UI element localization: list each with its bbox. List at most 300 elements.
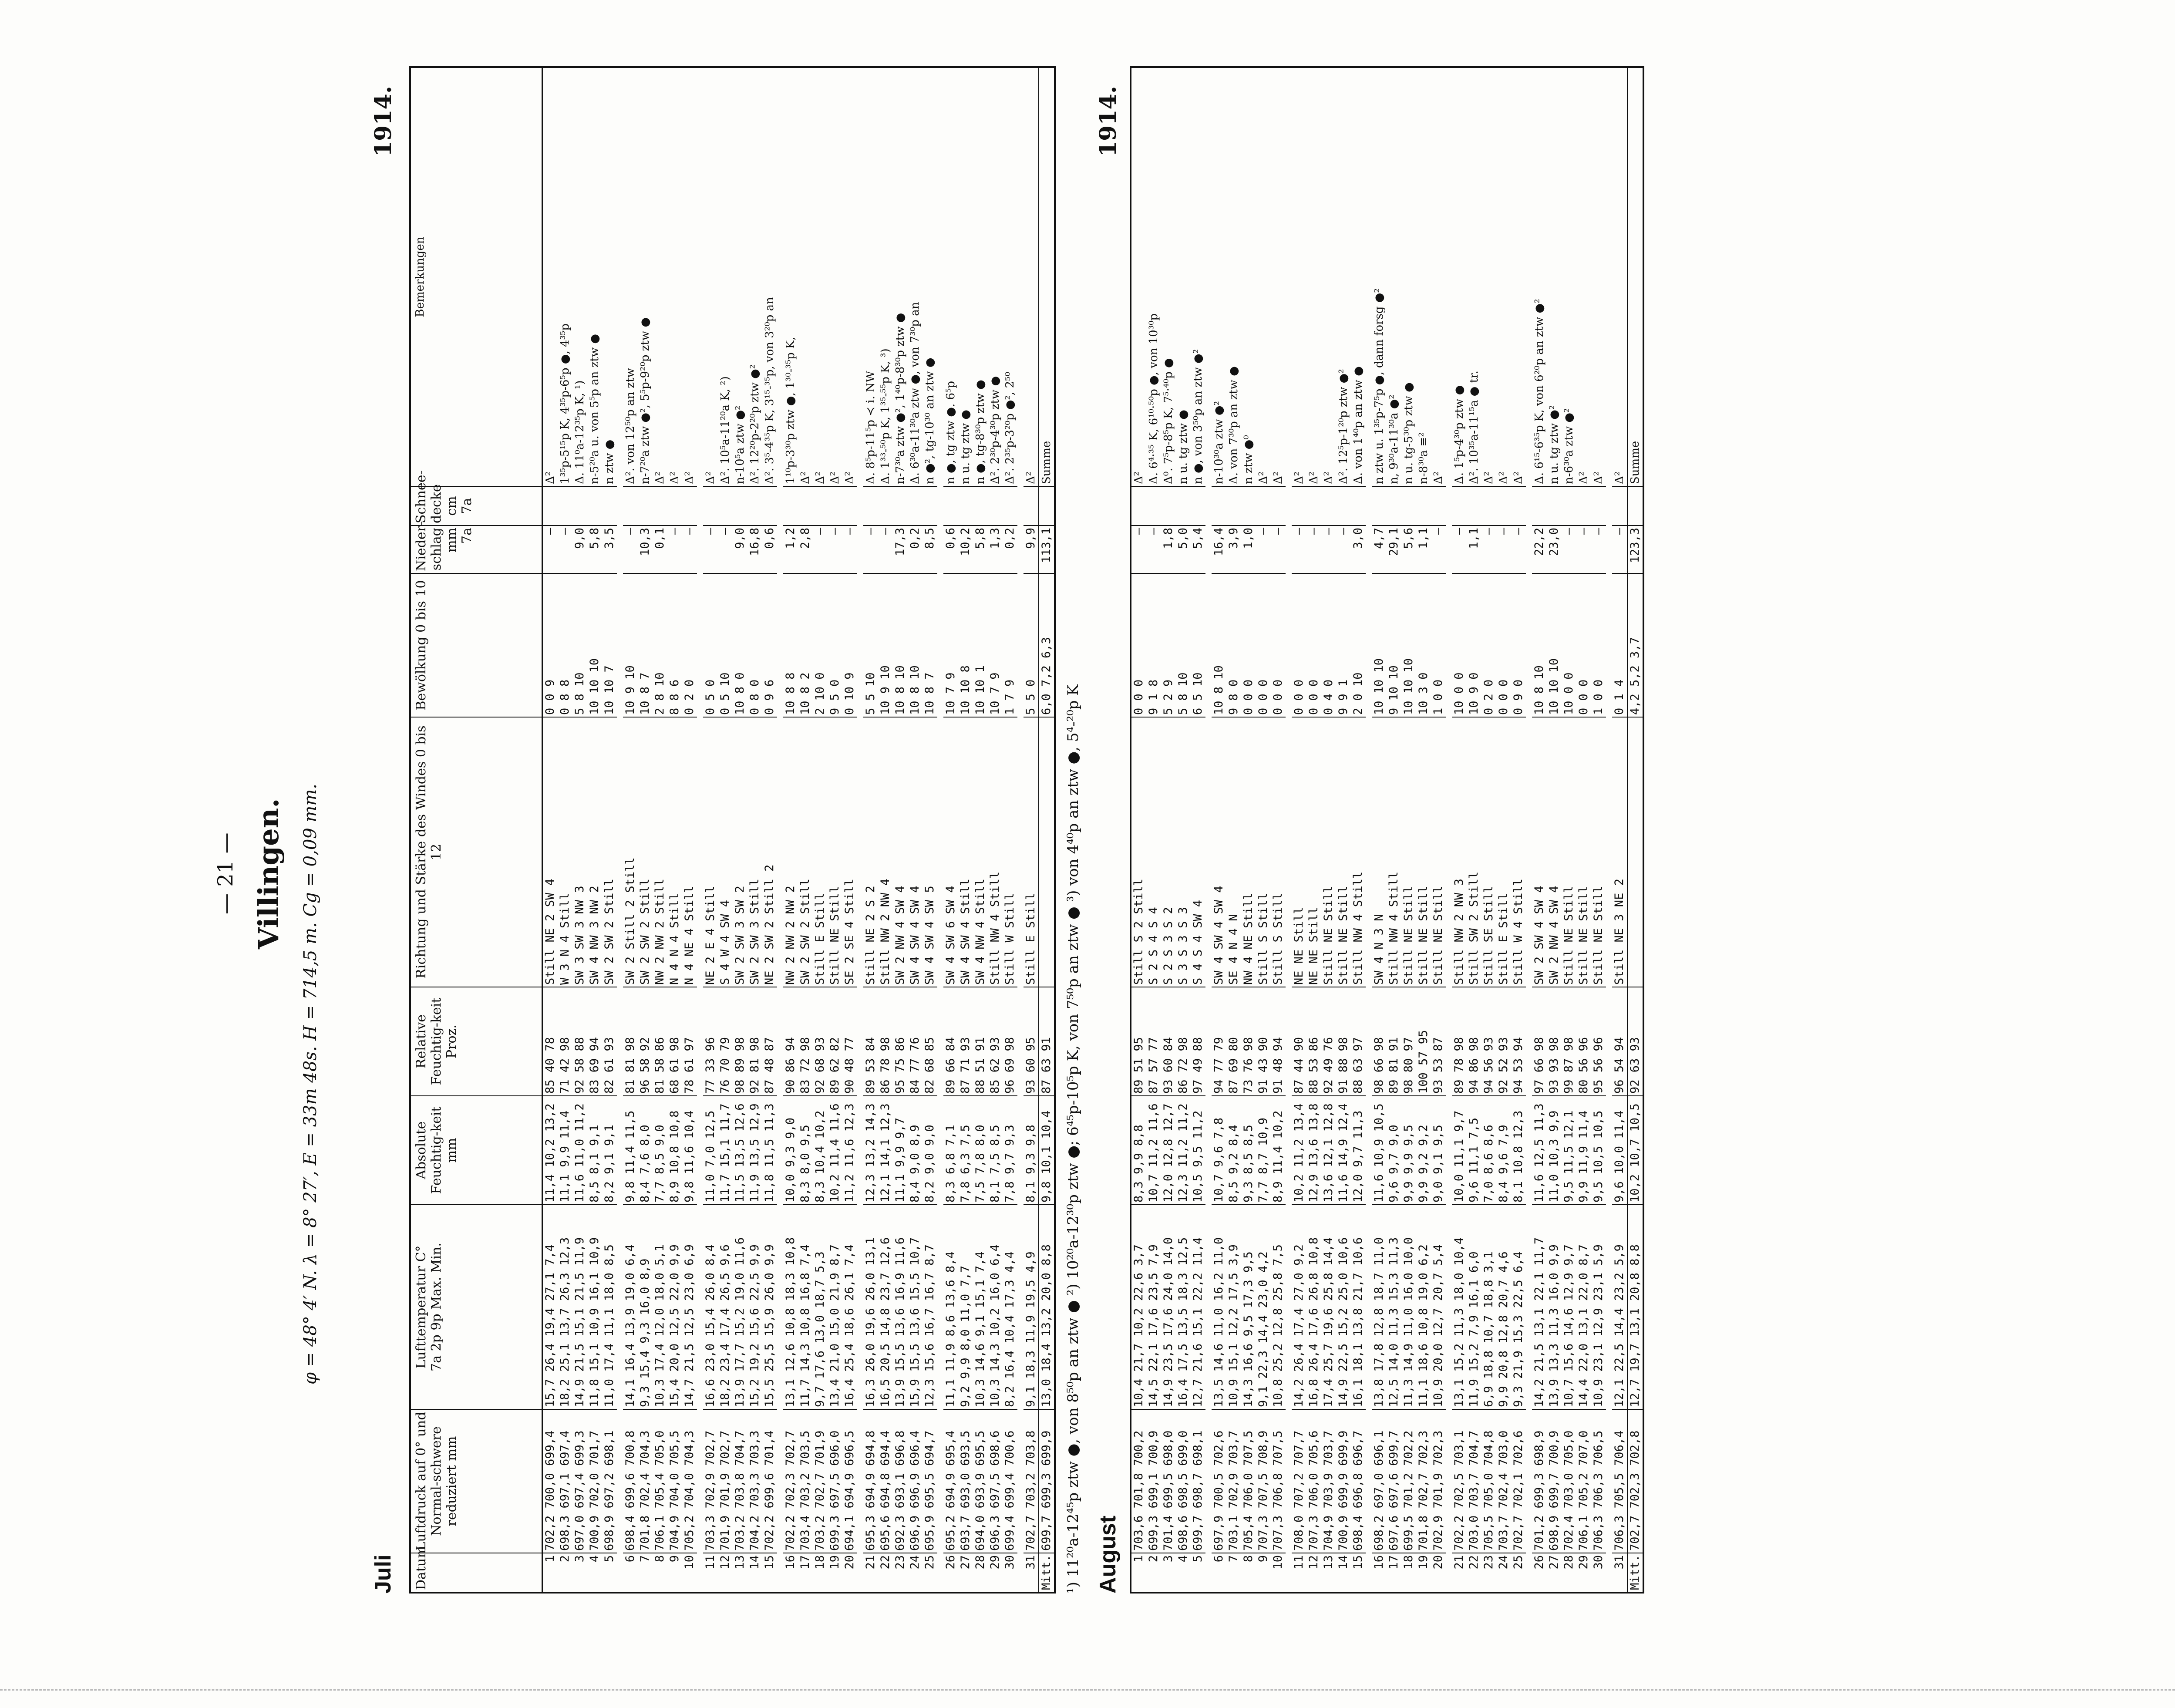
- cell-a: 8,4 9,6 7,9: [1496, 1095, 1511, 1204]
- cell-rem: Δ. 11⁰a-12³⁵p K, ¹): [573, 380, 586, 484]
- cell-b: 10 10 10: [1401, 573, 1416, 717]
- cell-r: 100 57 95: [1416, 987, 1431, 1095]
- cell-n: 8,5: [923, 525, 937, 573]
- cell-w: Still NE Still: [1576, 717, 1591, 987]
- cell-b: 6,0 7,2 6,3: [1039, 573, 1054, 717]
- cell-b: 10 9 10: [623, 573, 638, 717]
- cell-n: —: [718, 525, 733, 573]
- weather-table-august: [1130, 66, 1644, 1593]
- cell-p: 699,4 699,4 700,6: [1003, 1409, 1017, 1553]
- cell-d: 4: [587, 1553, 602, 1592]
- cell-rem: 1¹⁰p-3³⁰p ztw ●, 1³⁰-³⁵p K,: [784, 337, 797, 484]
- table-row: [1481, 68, 1496, 1592]
- cell-t: 14,4 22,0 13,1 22,0 8,7: [1576, 1204, 1591, 1409]
- cell-n: —: [558, 525, 572, 573]
- cell-t: 10,9 20,0 12,7 20,7 5,4: [1431, 1204, 1446, 1409]
- table-row: [1576, 68, 1591, 1592]
- cell-r: 89 51 95: [1131, 987, 1146, 1095]
- cell-t: 12,3 15,6 16,7 16,7 8,7: [923, 1204, 937, 1409]
- cell-a: 11,5 13,5 12,6: [733, 1095, 747, 1204]
- cell-n: —: [1612, 525, 1627, 573]
- cell-n: 3,0: [1351, 525, 1366, 573]
- cell-d: 14: [747, 1553, 762, 1592]
- table-row: [1306, 68, 1321, 1592]
- cell-n: —: [1481, 525, 1496, 573]
- cell-d: 3: [572, 1553, 587, 1592]
- cell-r: 89 81 91: [1387, 987, 1401, 1095]
- bottom-edge-line: [0, 1689, 2175, 1691]
- cell-s: [1146, 486, 1161, 525]
- cell-rem: Δ²: [1512, 471, 1525, 484]
- cell-p: 705,2 704,0 704,3: [682, 1409, 697, 1553]
- cell-d: Mitt.: [1628, 1553, 1643, 1592]
- cell-b: 0 0 0: [1271, 573, 1286, 717]
- cell-n: 10,2: [958, 525, 973, 573]
- cell-r: 73 76 98: [1241, 987, 1256, 1095]
- cell-p: 707,3 706,8 707,5: [1271, 1409, 1286, 1553]
- cell-b: 0 8 0: [747, 573, 762, 717]
- cell-d: 19: [1416, 1553, 1431, 1592]
- cell-n: 0,1: [653, 525, 667, 573]
- cell-t: 14,2 26,4 17,4 27,0 9,2: [1292, 1204, 1306, 1409]
- cell-t: 14,5 22,1 17,6 23,5 7,9: [1146, 1204, 1161, 1409]
- cell-d: 9: [1256, 1553, 1271, 1592]
- table-row: [973, 68, 988, 1592]
- cell-p: 702,7 702,3 702,8: [1628, 1409, 1643, 1553]
- table-row: [1321, 68, 1336, 1592]
- cell-w: Still NE Still: [1431, 717, 1446, 987]
- cell-t: 9,3 15,4 9,3 16,0 8,9: [638, 1204, 653, 1409]
- cell-d: 21: [863, 1553, 878, 1592]
- cell-r: 93 60 84: [1161, 987, 1176, 1095]
- cell-p: 705,4 706,0 707,5: [1241, 1409, 1256, 1553]
- cell-a: 7,7 8,7 10,9: [1256, 1095, 1271, 1204]
- cell-n: —: [1562, 525, 1576, 573]
- cell-a: 11,4 10,2 13,2: [543, 1095, 558, 1204]
- cell-s: [1511, 486, 1526, 525]
- cell-a: 7,0 8,6 8,6: [1481, 1095, 1496, 1204]
- cell-t: 10,4 21,7 10,2 22,6 3,7: [1131, 1204, 1146, 1409]
- cell-t: 14,1 16,4 13,9 19,0 6,4: [623, 1204, 638, 1409]
- cell-b: 9 1 8: [1146, 573, 1161, 717]
- col-temp: [411, 1204, 542, 1409]
- cell-r: 92 68 93: [813, 987, 828, 1095]
- row-gap: [1366, 68, 1372, 1592]
- cell-s: [1271, 486, 1286, 525]
- cell-r: 99 87 98: [1562, 987, 1576, 1095]
- cell-rem: Δ²: [1497, 471, 1510, 484]
- row-gap: [1286, 68, 1292, 1592]
- table-row: [1467, 68, 1481, 1592]
- cell-s: [923, 486, 937, 525]
- cell-t: 13,9 17,7 15,2 19,0 11,6: [733, 1204, 747, 1409]
- cell-d: 6: [1212, 1553, 1226, 1592]
- cell-r: 71 42 98: [558, 987, 572, 1095]
- table-row: [908, 68, 923, 1592]
- cell-rem: Δ²: [683, 471, 696, 484]
- july-rows: [543, 68, 1054, 1592]
- cell-w: NE 2 SW 2 Still 2: [762, 717, 777, 987]
- cell-w: N 4 NE 4 Still: [682, 717, 697, 987]
- col-snow: Schnee-decke cm 7a: [411, 486, 542, 525]
- cell-n: —: [1336, 525, 1351, 573]
- cell-rem: Δ. 6⁴·³⁵ K, 6¹⁰·⁵⁰p ●, von 10³⁰p: [1147, 313, 1160, 484]
- cell-d: 23: [1481, 1553, 1496, 1592]
- cell-d: 26: [1532, 1553, 1547, 1592]
- cell-s: [1547, 486, 1562, 525]
- cell-n: 5,4: [1191, 525, 1205, 573]
- cell-p: 693,7 693,0 693,5: [958, 1409, 973, 1553]
- cell-a: 10,2 11,4 11,6: [828, 1095, 842, 1204]
- cell-r: 82 61 93: [602, 987, 617, 1095]
- cell-t: 12,7 19,7 13,1 20,8 8,8: [1628, 1204, 1643, 1409]
- cell-s: [653, 486, 667, 525]
- table-row: [667, 68, 682, 1592]
- cell-d: 7: [1226, 1553, 1241, 1592]
- cell-w: [1628, 717, 1643, 987]
- cell-r: 86 72 98: [1176, 987, 1191, 1095]
- table-row: [1131, 68, 1146, 1592]
- cell-s: [1387, 486, 1401, 525]
- cell-d: 4: [1176, 1553, 1191, 1592]
- table-row: [558, 68, 572, 1592]
- cell-p: 700,9 699,9 699,9: [1336, 1409, 1351, 1553]
- cell-n: —: [1306, 525, 1321, 573]
- cell-t: 12,5 14,0 11,3 15,3 11,3: [1387, 1204, 1401, 1409]
- table-row: [1612, 68, 1627, 1592]
- cell-w: SW 4 N 3 N: [1372, 717, 1387, 987]
- cell-rem: Δ². 12²⁰p-2²⁰p ztw ●²: [748, 364, 761, 484]
- cell-a: 11,0 10,3 9,9: [1547, 1095, 1562, 1204]
- cell-r: 98 89 98: [733, 987, 747, 1095]
- cell-s: [733, 486, 747, 525]
- cell-n: —: [703, 525, 718, 573]
- cell-r: 93 93 98: [1547, 987, 1562, 1095]
- table-row: [1431, 68, 1446, 1592]
- cell-t: 11,9 15,2 7,9 16,1 6,0: [1467, 1204, 1481, 1409]
- cell-b: 10 8 10: [1212, 573, 1226, 717]
- cell-d: 31: [1024, 1553, 1038, 1592]
- cell-n: 9,0: [572, 525, 587, 573]
- table-row: [842, 68, 857, 1592]
- table-row: [988, 68, 1003, 1592]
- cell-rem: Δ²: [843, 471, 856, 484]
- cell-d: 11: [1292, 1553, 1306, 1592]
- cell-s: [667, 486, 682, 525]
- cell-d: 1: [1131, 1553, 1146, 1592]
- cell-s: [828, 486, 842, 525]
- cell-w: Still NE Still: [1401, 717, 1416, 987]
- cell-s: [1336, 486, 1351, 525]
- cell-b: 9 10 10: [1387, 573, 1401, 717]
- cell-p: 707,3 706,0 705,6: [1306, 1409, 1321, 1553]
- cell-d: 28: [973, 1553, 988, 1592]
- cell-r: 89 53 84: [863, 987, 878, 1095]
- cell-n: 1,3: [988, 525, 1003, 573]
- table-row: [783, 68, 798, 1592]
- cell-b: 0 5 10: [718, 573, 733, 717]
- cell-a: 8,2 9,0 9,0: [923, 1095, 937, 1204]
- row-gap: [1017, 68, 1024, 1592]
- cell-w: SW 2 Still 2 Still: [623, 717, 638, 987]
- cell-d: 26: [943, 1553, 958, 1592]
- table-row: [1161, 68, 1176, 1592]
- cell-r: 90 48 77: [842, 987, 857, 1095]
- cell-t: 11,3 14,9 11,0 16,0 10,0: [1401, 1204, 1416, 1409]
- cell-r: 87 71 93: [958, 987, 973, 1095]
- cell-t: 15,7 26,4 19,4 27,1 7,4: [543, 1204, 558, 1409]
- cell-r: 78 61 97: [682, 987, 697, 1095]
- cell-a: 8,4 7,6 8,0: [638, 1095, 653, 1204]
- cell-t: 16,5 20,5 14,8 23,7 12,6: [878, 1204, 893, 1409]
- cell-p: 694,0 693,9 695,5: [973, 1409, 988, 1553]
- cell-s: [1161, 486, 1176, 525]
- august-rows: [1131, 68, 1643, 1592]
- cell-n: —: [1271, 525, 1286, 573]
- cell-t: 10,3 14,6 9,1 15,1 7,4: [973, 1204, 988, 1409]
- cell-d: 30: [1591, 1553, 1606, 1592]
- cell-r: 92 63 93: [1628, 987, 1643, 1095]
- table-row: [943, 68, 958, 1592]
- cell-w: Still SW 2 Still: [1467, 717, 1481, 987]
- cell-s: [1039, 486, 1054, 525]
- table-row: [1292, 68, 1306, 1592]
- cell-rem: Δ⁰. 7⁵p-8⁵p K, 7⁵·⁴⁰p ●: [1162, 358, 1175, 484]
- col-temp-sub: 7a 2p 9p Max. Min.: [429, 1243, 444, 1371]
- cell-p: 705,5 705,0 704,8: [1481, 1409, 1496, 1553]
- cell-n: —: [1292, 525, 1306, 573]
- cell-d: 8: [653, 1553, 667, 1592]
- cell-d: 19: [828, 1553, 842, 1592]
- cell-a: 8,5 8,1 9,1: [587, 1095, 602, 1204]
- cell-r: 92 49 76: [1321, 987, 1336, 1095]
- cell-b: 10 10 1: [973, 573, 988, 717]
- cell-w: SW 4 SW 4 SW 5: [923, 717, 937, 987]
- cell-r: 87 48 87: [762, 987, 777, 1095]
- cell-a: 10,2 11,2 13,4: [1292, 1095, 1306, 1204]
- cell-s: [908, 486, 923, 525]
- table-row: [1271, 68, 1286, 1592]
- table-row: [1241, 68, 1256, 1592]
- cell-s: [1452, 486, 1467, 525]
- cell-a: 8,3 10,4 10,2: [813, 1095, 828, 1204]
- cell-w: Still NW 2 NW 4: [878, 717, 893, 987]
- table-row: [1372, 68, 1387, 1592]
- weather-table: [409, 66, 1056, 1593]
- cell-r: 68 61 98: [667, 987, 682, 1095]
- cell-b: 9 8 0: [1226, 573, 1241, 717]
- table-row: [798, 68, 813, 1592]
- cell-d: 21: [1452, 1553, 1467, 1592]
- cell-p: 702,4 703,0 705,0: [1562, 1409, 1576, 1553]
- cell-s: [602, 486, 617, 525]
- cell-p: 706,1 705,2 707,0: [1576, 1409, 1591, 1553]
- table-row: [638, 68, 653, 1592]
- cell-d: 16: [1372, 1553, 1387, 1592]
- cell-p: 699,7 698,7 698,1: [1191, 1409, 1205, 1553]
- cell-r: 98 66 98: [1372, 987, 1387, 1095]
- cell-s: [1416, 486, 1431, 525]
- cell-b: 10 9 10: [878, 573, 893, 717]
- cell-n: 29,1: [1387, 525, 1401, 573]
- cell-d: 22: [878, 1553, 893, 1592]
- cell-rem: Δ²: [668, 471, 681, 484]
- cell-b: 0 8 8: [558, 573, 572, 717]
- cell-n: 113,1: [1039, 525, 1054, 573]
- cell-b: 0 0 0: [1292, 573, 1306, 717]
- cell-d: 27: [958, 1553, 973, 1592]
- cell-t: 13,9 13,3 11,3 16,0 9,9: [1547, 1204, 1562, 1409]
- cell-r: 94 77 79: [1212, 987, 1226, 1095]
- cell-a: 8,1 10,8 12,3: [1511, 1095, 1526, 1204]
- cell-p: 698,2 697,0 696,1: [1372, 1409, 1387, 1553]
- table-row: [762, 68, 777, 1592]
- table-row: [733, 68, 747, 1592]
- cell-b: 0 2 0: [1481, 573, 1496, 717]
- cell-s: [878, 486, 893, 525]
- cell-r: 92 58 88: [572, 987, 587, 1095]
- cell-r: 82 68 85: [923, 987, 937, 1095]
- cell-s: [703, 486, 718, 525]
- cell-b: 0 0 0: [1241, 573, 1256, 717]
- cell-b: 2 8 10: [653, 573, 667, 717]
- cell-b: 6 5 10: [1191, 573, 1205, 717]
- cell-w: S 2 S 4 S 4: [1146, 717, 1161, 987]
- cell-s: [747, 486, 762, 525]
- cell-b: 0 9 0: [1511, 573, 1526, 717]
- cell-s: [943, 486, 958, 525]
- cell-w: Still W 4 Still: [1511, 717, 1526, 987]
- cell-n: 3,5: [602, 525, 617, 573]
- cell-d: 25: [1511, 1553, 1526, 1592]
- cell-t: 17,4 25,7 19,6 25,8 14,4: [1321, 1204, 1336, 1409]
- cell-a: 11,8 11,5 11,3: [762, 1095, 777, 1204]
- cell-s: [1372, 486, 1387, 525]
- cell-w: NE NE Still: [1306, 717, 1321, 987]
- cell-rem: Δ. 1⁵p-4³⁰p ztw ●: [1453, 385, 1466, 484]
- cell-a: 12,3 13,2 14,3: [863, 1095, 878, 1204]
- cell-d: 10: [682, 1553, 697, 1592]
- cell-s: [1612, 486, 1627, 525]
- cell-t: 12,1 22,5 14,4 23,2 5,9: [1612, 1204, 1627, 1409]
- cell-rem: Δ². 10³⁵a-11¹⁵a ● tr.: [1468, 371, 1481, 484]
- cell-t: 15,5 25,5 15,9 26,0 9,9: [762, 1204, 777, 1409]
- cell-n: 3,9: [1226, 525, 1241, 573]
- table-row: [1416, 68, 1431, 1592]
- cell-b: 10 0 0: [1452, 573, 1467, 717]
- cell-t: 14,9 21,5 15,1 21,5 11,9: [572, 1204, 587, 1409]
- row-gap: [1526, 68, 1532, 1592]
- cell-s: [1003, 486, 1017, 525]
- cell-b: 0 0 0: [1576, 573, 1591, 717]
- cell-a: 11,2 11,6 12,3: [842, 1095, 857, 1204]
- cell-n: 1,2: [783, 525, 798, 573]
- cell-t: 11,1 11,9 8,6 13,6 8,4: [943, 1204, 958, 1409]
- month-label-july: Juli: [370, 1554, 396, 1593]
- cell-b: 0 10 9: [842, 573, 857, 717]
- row-gap: [1606, 68, 1612, 1592]
- table-row: [1176, 68, 1191, 1592]
- cell-rem: Summe: [1040, 441, 1053, 484]
- cell-n: 9,0: [733, 525, 747, 573]
- cell-n: —: [623, 525, 638, 573]
- cell-s: [1562, 486, 1576, 525]
- cell-s: [1024, 486, 1038, 525]
- cell-w: Still NE Still: [1336, 717, 1351, 987]
- cell-r: 92 81 98: [747, 987, 762, 1095]
- cell-s: [558, 486, 572, 525]
- table-row: [958, 68, 973, 1592]
- cell-a: 8,4 9,0 8,9: [908, 1095, 923, 1204]
- cell-p: 703,4 703,2 703,5: [798, 1409, 813, 1553]
- cell-d: 10: [1271, 1553, 1286, 1592]
- cell-r: 94 53 94: [1511, 987, 1526, 1095]
- cell-w: Still NE Still: [1591, 717, 1606, 987]
- cell-d: 16: [783, 1553, 798, 1592]
- table-row: [1038, 68, 1054, 1592]
- cell-w: SW 4 SW 4 SW 4: [1212, 717, 1226, 987]
- cell-b: 8 8 6: [667, 573, 682, 717]
- cell-rem: n ztw u. 1³⁵p-7⁵p ●, dann forsg ●²: [1373, 288, 1386, 484]
- cell-w: Still SE Still: [1481, 717, 1496, 987]
- table-row: [878, 68, 893, 1592]
- cell-r: 93 53 87: [1431, 987, 1446, 1095]
- cell-s: [1131, 486, 1146, 525]
- cell-s: [1226, 486, 1241, 525]
- cell-w: Still E Still: [1024, 717, 1038, 987]
- cell-n: 0,6: [762, 525, 777, 573]
- cell-w: Still S Still: [1256, 717, 1271, 987]
- cell-rem: 1³⁵p-5¹⁵p K, 4³⁵p-6⁵p ●, 4³⁵p: [559, 323, 572, 484]
- cell-b: 0 9 6: [762, 573, 777, 717]
- cell-d: 12: [718, 1553, 733, 1592]
- cell-b: 10 10 10: [1547, 573, 1562, 717]
- cell-rem: n ●, tg-8³⁰p ztw ●: [974, 380, 987, 484]
- cell-r: 85 40 78: [543, 987, 558, 1095]
- cell-p: 698,4 696,8 696,7: [1351, 1409, 1366, 1553]
- cell-r: 85 62 93: [988, 987, 1003, 1095]
- cell-d: 2: [1146, 1553, 1161, 1592]
- table-row: [623, 68, 638, 1592]
- cell-a: 9,8 11,4 11,5: [623, 1095, 638, 1204]
- cell-s: [1212, 486, 1226, 525]
- cell-n: —: [1452, 525, 1467, 573]
- cell-n: —: [828, 525, 842, 573]
- row-gap: [697, 68, 703, 1592]
- cell-a: 8,9 11,4 10,2: [1271, 1095, 1286, 1204]
- cell-w: Still NW 4 Still: [1351, 717, 1366, 987]
- table-row: [1336, 68, 1351, 1592]
- cell-d: 1: [543, 1553, 558, 1592]
- cell-a: 10,7 11,2 11,6: [1146, 1095, 1161, 1204]
- col-abs-humidity: Absolute Feuchtig-keit mm: [411, 1095, 542, 1204]
- cell-n: 1,0: [1241, 525, 1256, 573]
- cell-a: 9,5 11,5 12,1: [1562, 1095, 1576, 1204]
- cell-s: [682, 486, 697, 525]
- cell-t: 18,2 25,1 13,7 26,3 12,3: [558, 1204, 572, 1409]
- cell-s: [1401, 486, 1416, 525]
- table-row: [1627, 68, 1643, 1592]
- row-gap: [617, 68, 623, 1592]
- cell-s: [1351, 486, 1366, 525]
- cell-w: Still NE 2 SW 4: [543, 717, 558, 987]
- cell-rem: Δ²: [1613, 471, 1626, 484]
- cell-p: 702,2 699,6 701,4: [762, 1409, 777, 1553]
- cell-s: [1576, 486, 1591, 525]
- cell-s: [1306, 486, 1321, 525]
- cell-s: [1496, 486, 1511, 525]
- cell-a: 8,1 7,5 8,5: [988, 1095, 1003, 1204]
